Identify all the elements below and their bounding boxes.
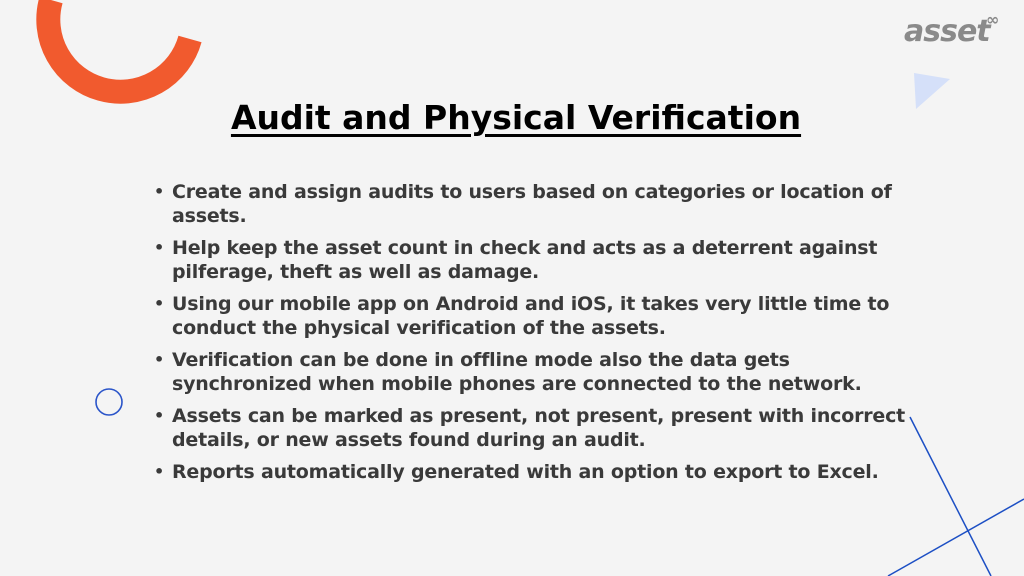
circle-decoration <box>96 389 122 415</box>
bullet-icon: • <box>154 406 165 425</box>
list-item-text: Reports automatically generated with an option to export to Excel. <box>172 461 879 483</box>
line-decoration-1 <box>910 417 991 576</box>
bullet-icon: • <box>154 238 165 257</box>
list-item <box>154 236 914 284</box>
bullet-icon: • <box>154 294 165 313</box>
line-decoration-2 <box>888 499 1024 576</box>
list-item <box>154 404 914 452</box>
page-title: Audit and Physical Verification <box>230 98 802 137</box>
list-item-text: Using our mobile app on Android and iOS, it takes very little time to conduct the physical verification of the assets. <box>172 293 890 339</box>
orange-arc-decoration <box>48 0 190 92</box>
list-item <box>154 180 914 228</box>
bullet-icon: • <box>154 350 165 369</box>
list-item-text: Create and assign audits to users based on categories or location of assets. <box>172 181 892 227</box>
infinity-icon: ∞ <box>986 10 1000 29</box>
bullet-list <box>154 180 914 492</box>
list-item-text: Help keep the asset count in check and acts as a deterrent against pilferage, theft as well as damage. <box>172 237 878 283</box>
list-item <box>154 292 914 340</box>
bullet-icon: • <box>154 462 165 481</box>
list-item-text: Assets can be marked as present, not present, present with incorrect details, or new assets found during an audit. <box>172 405 906 451</box>
list-item-text: Verification can be done in offline mode also the data gets synchronized when mobile phones are connected to the network. <box>172 349 862 395</box>
bullet-icon: • <box>154 182 165 201</box>
asset-logo: asset <box>904 14 990 49</box>
list-item <box>154 460 914 484</box>
list-item <box>154 348 914 396</box>
